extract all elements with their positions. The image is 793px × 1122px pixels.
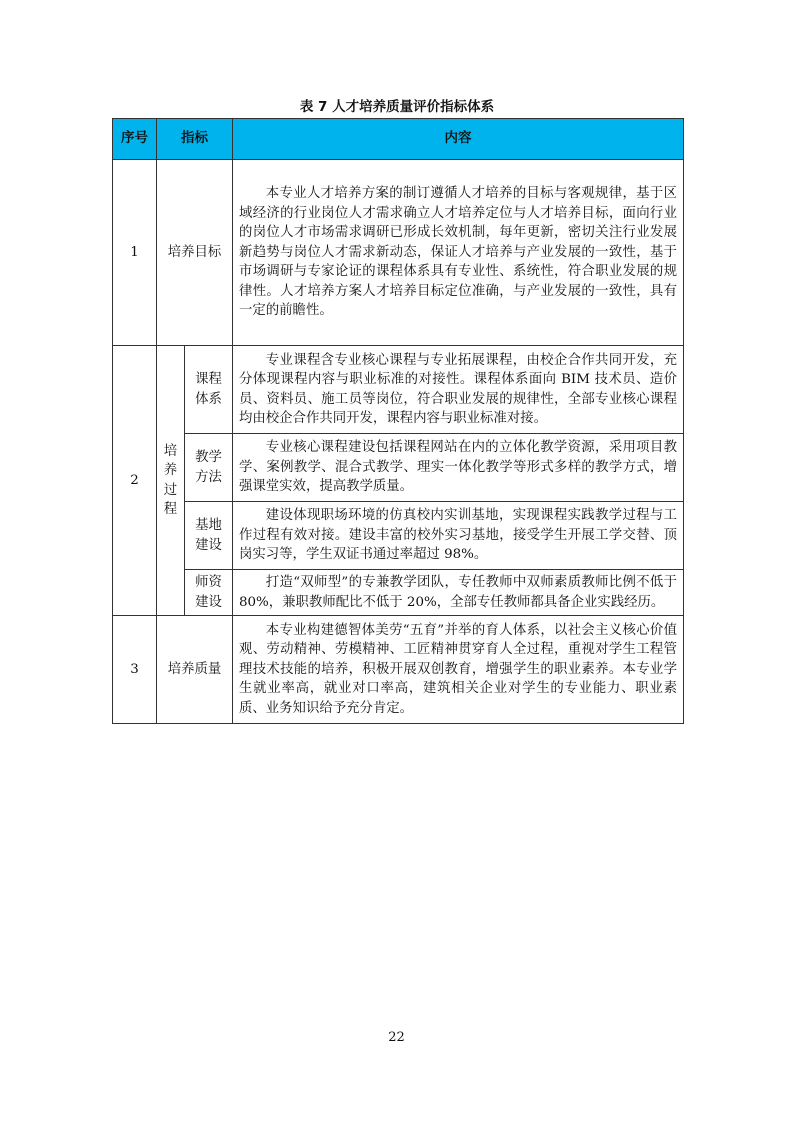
header-content: 内容 bbox=[233, 119, 684, 160]
indicator-cell: 培养目标 bbox=[157, 160, 233, 346]
indicator-cell-vertical bbox=[157, 346, 185, 616]
table-caption: 表 7 人才培养质量评价指标体系 bbox=[299, 99, 495, 115]
content-cell bbox=[233, 616, 684, 724]
sub-indicator-cell bbox=[185, 502, 233, 570]
sub-indicator-line: 课程 bbox=[195, 372, 222, 387]
sub-indicator-cell bbox=[185, 570, 233, 616]
content-text: 专业核心课程建设包括课程网站在内的立体化教学资源，采用项目教学、案例教学、混合式教学、理实一体化教学等形式多样的教学方式，增强课堂实效，提高教学质量。 bbox=[239, 440, 677, 495]
content-text: 本专业构建德智体美劳“五育”并举的育人体系，以社会主义核心价值观、劳动精神、劳模精神、工匠精神贯穿育人全过程，重视对学生工程管理技术技能的培养，积极开展双创教育，增强学生的职业素养。本专业学生就业率高，就业对口率高，建筑相关企业对学生的专业能力、职业素质、业务知识给予充分肯定。 bbox=[239, 622, 677, 716]
content-cell bbox=[233, 346, 684, 434]
content-text: 本专业人才培养方案的制订遵循人才培养的目标与客观规律，基于区域经济的行业岗位人才需求确立人才培养定位与人才培养目标，面向行业的岗位人才市场需求调研已形成长效机制，每年更新，密切关注行业发展新趋势与岗位人才需求新动态，保证人才培养与产业发展的一致性，基于市场调研与专家论证的课程体系具有专业性、系统性，符合职业发展的规律性。人才培养方案人才培养目标定位准确，与产业发展的一致性，具有一定的前瞻性。 bbox=[239, 186, 677, 319]
table-row bbox=[113, 502, 684, 570]
evaluation-index-table bbox=[112, 118, 684, 724]
table-row bbox=[113, 616, 684, 724]
content-text: 建设体现职场环境的仿真校内实训基地，实现课程实践教学过程与工作过程有效对接。建设丰富的校外实习基地，接受学生开展工学交替、顶岗实习等，学生双证书通过率超过 98%。 bbox=[239, 508, 677, 563]
content-cell bbox=[233, 434, 684, 502]
sub-indicator-line: 建设 bbox=[195, 594, 222, 610]
content-text: 打造“双师型”的专兼教学团队，专任教师中双师素质教师比例不低于 80%，兼职教师配比不低于 20%，全部专任教师都具备企业实践经历。 bbox=[239, 575, 677, 610]
content-cell bbox=[233, 160, 684, 346]
sub-indicator-line: 师资 bbox=[195, 575, 222, 590]
indicator-char: 养 bbox=[163, 463, 178, 478]
table-row bbox=[113, 570, 684, 616]
content-cell bbox=[233, 570, 684, 616]
content-cell bbox=[233, 502, 684, 570]
sub-indicator-line: 体系 bbox=[195, 391, 222, 407]
sub-indicator-line: 基地 bbox=[195, 518, 222, 533]
sub-indicator-cell bbox=[185, 434, 233, 502]
row-number: 1 bbox=[113, 160, 157, 346]
sub-indicator-line: 建设 bbox=[195, 537, 222, 553]
sub-indicator-cell bbox=[185, 346, 233, 434]
page-number: 22 bbox=[388, 1030, 405, 1045]
indicator-cell: 培养质量 bbox=[157, 616, 233, 724]
header-indicator: 指标 bbox=[157, 119, 233, 160]
indicator-char: 过 bbox=[163, 482, 178, 498]
indicator-char: 培 bbox=[163, 443, 178, 459]
content-text: 专业课程含专业核心课程与专业拓展课程，由校企合作共同开发，充分体现课程内容与职业标准的对接性。课程体系面向 BIM 技术员、造价员、资料员、施工员等岗位，符合职业发展的规律性，全部专业核心课程均由校企合作共同开发，课程内容与职业标准对接。 bbox=[239, 352, 677, 426]
table-header-row bbox=[113, 119, 684, 160]
indicator-char: 程 bbox=[163, 502, 178, 517]
table-row bbox=[113, 434, 684, 502]
header-no: 序号 bbox=[113, 119, 157, 160]
sub-indicator-line: 教学 bbox=[195, 450, 222, 465]
sub-indicator-line: 方法 bbox=[195, 469, 222, 485]
row-number: 2 bbox=[113, 346, 157, 616]
table-row bbox=[113, 346, 684, 434]
row-number: 3 bbox=[113, 616, 157, 724]
table-row bbox=[113, 160, 684, 346]
